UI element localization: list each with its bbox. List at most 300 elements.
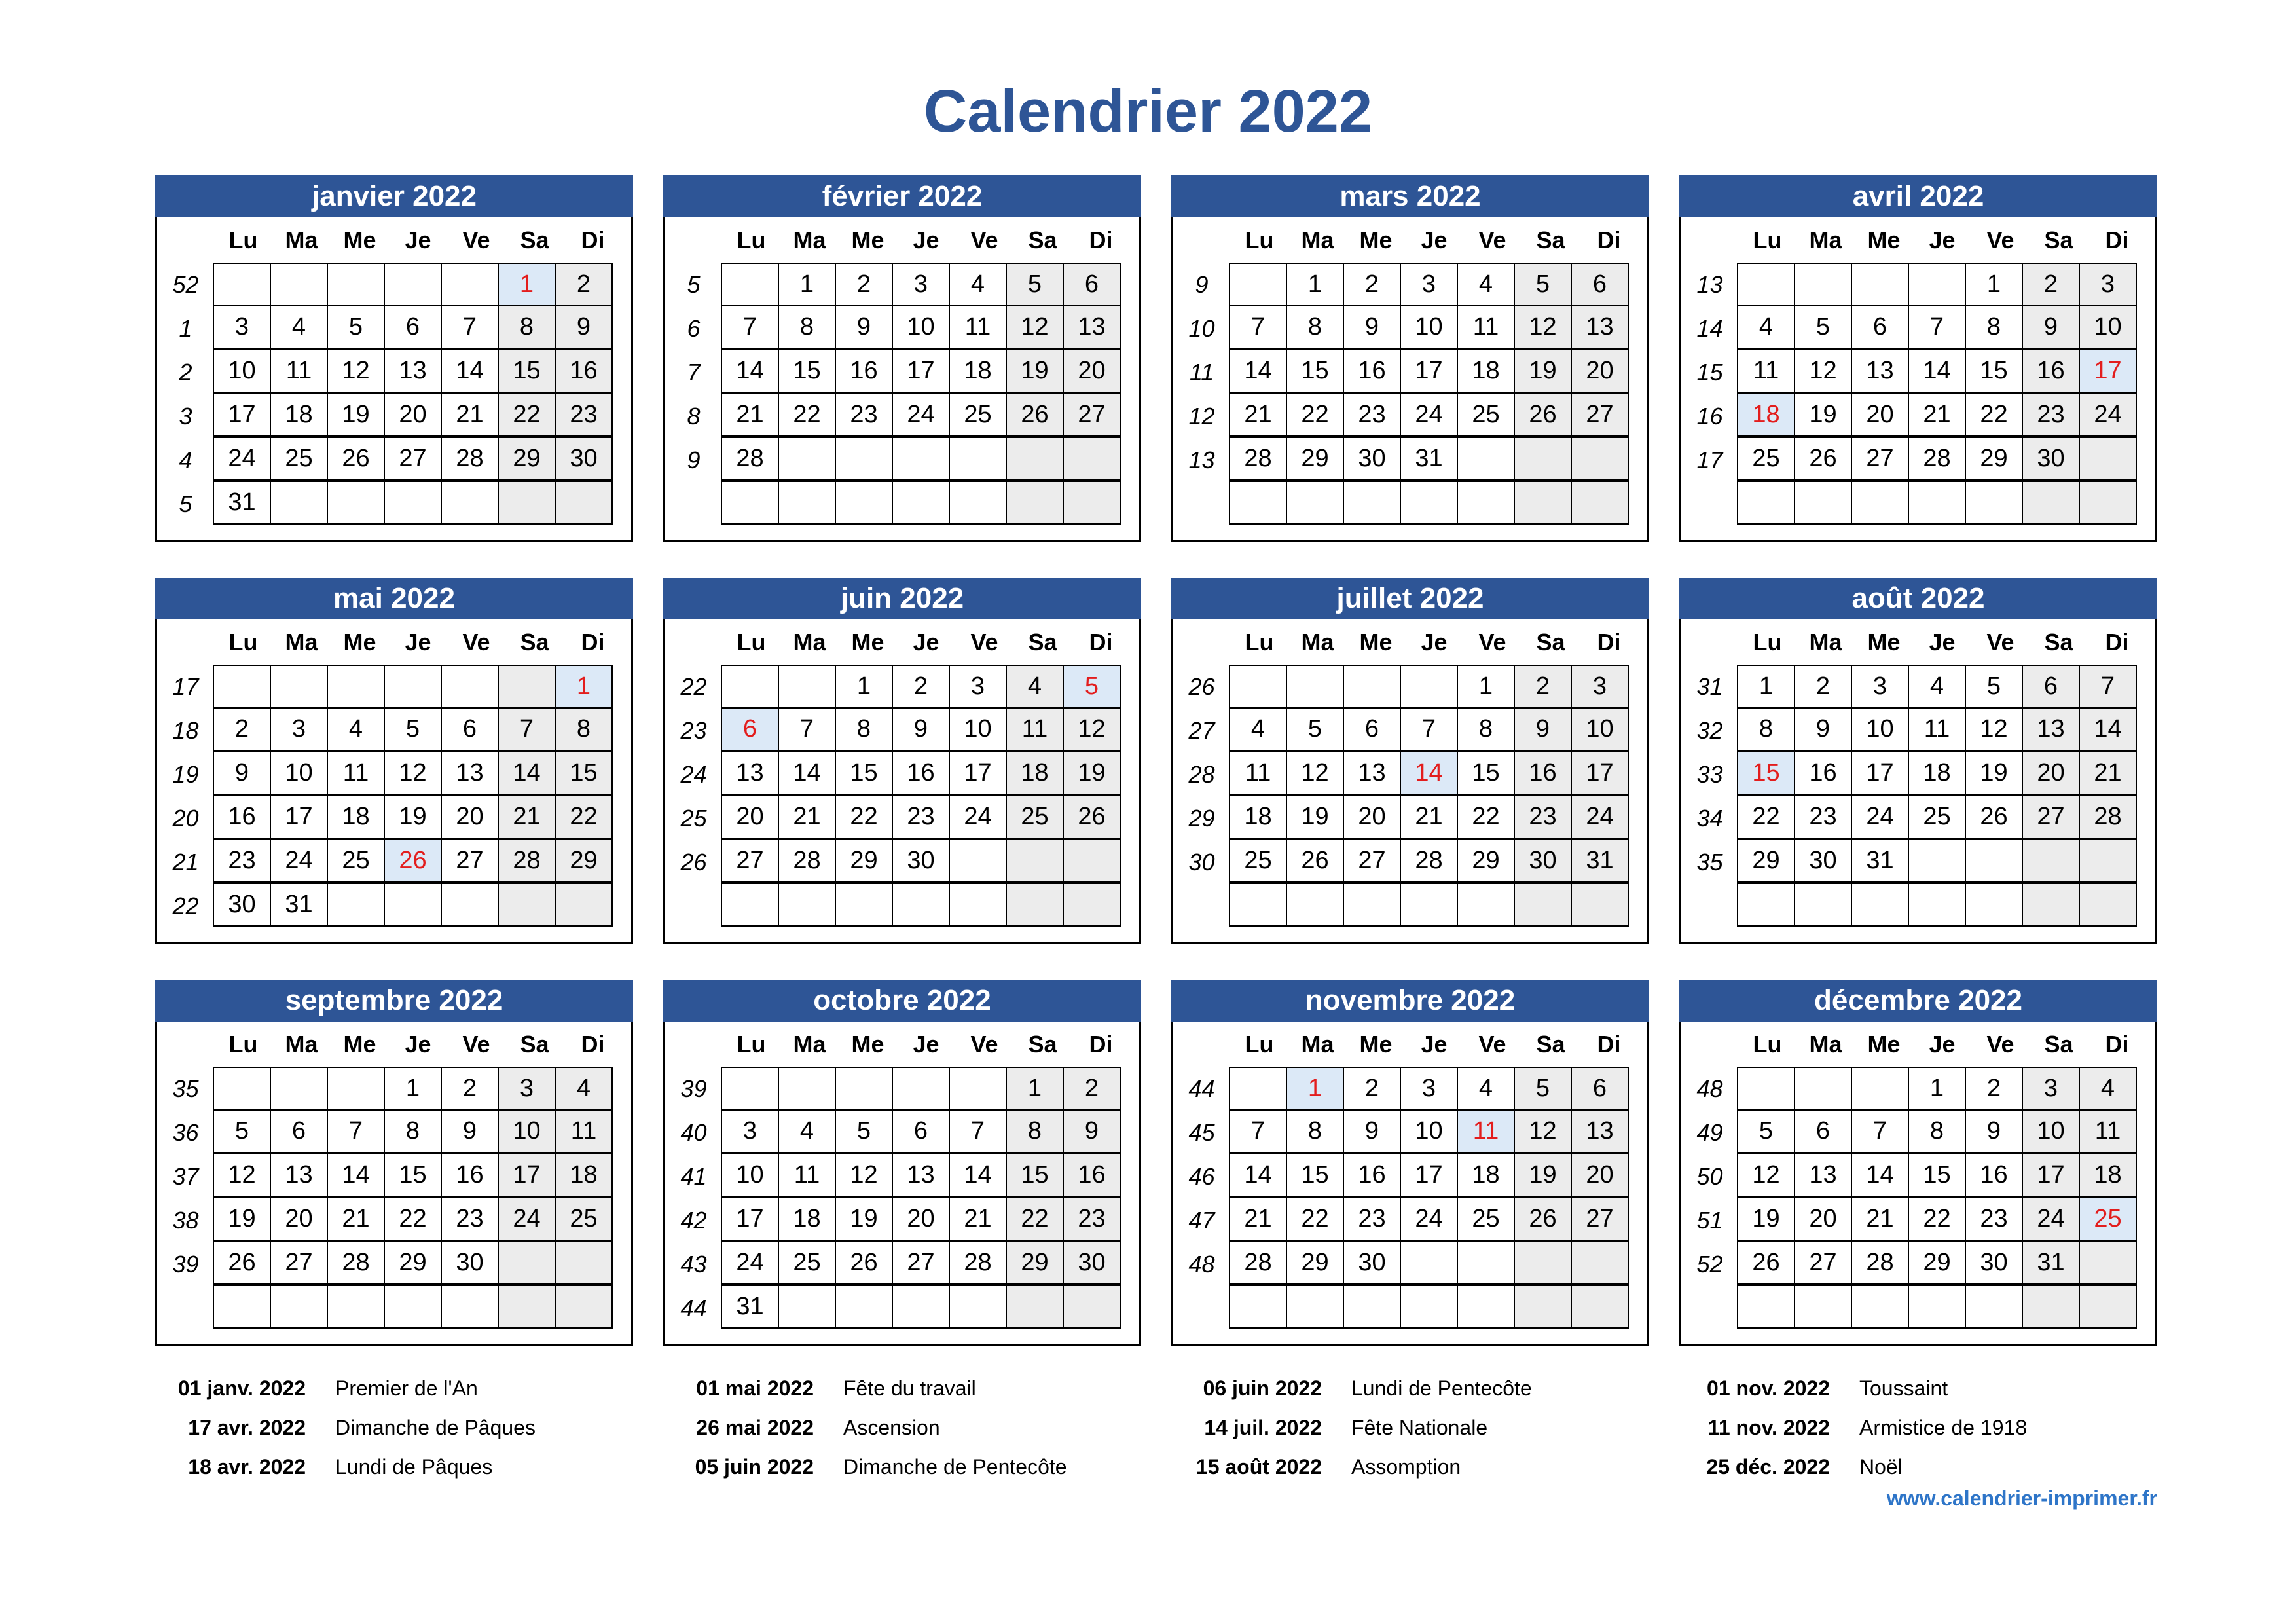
week-row xyxy=(1681,1111,2137,1154)
day-cell: 22 xyxy=(1006,1197,1064,1241)
calendar-grid xyxy=(155,175,2157,1346)
week-number: 5 xyxy=(179,490,192,517)
day-cell: 10 xyxy=(721,1153,779,1197)
day-cell: 30 xyxy=(1794,839,1852,883)
day-cell: 6 xyxy=(270,1109,328,1153)
day-cell: 21 xyxy=(1400,795,1458,839)
day-cell: 24 xyxy=(1851,795,1909,839)
week-row xyxy=(665,709,1121,752)
holiday-item xyxy=(1171,1408,1679,1447)
day-cell: 15 xyxy=(1457,751,1515,795)
day-cell: 30 xyxy=(2022,437,2080,481)
day-cell: 15 xyxy=(1006,1153,1064,1197)
day-cell: 24 xyxy=(213,437,271,481)
day-cell: 28 xyxy=(778,839,836,883)
day-cell: 9 xyxy=(892,707,950,751)
day-cell xyxy=(1737,1285,1795,1329)
day-cell: 20 xyxy=(1571,1153,1629,1197)
day-cell: 15 xyxy=(1908,1153,1966,1197)
day-cell xyxy=(2022,883,2080,927)
holiday-date: 01 nov. 2022 xyxy=(1707,1376,1830,1400)
day-cell: 24 xyxy=(2079,393,2137,437)
week-number: 20 xyxy=(172,805,199,832)
day-cell: 25 xyxy=(1229,839,1287,883)
day-cell: 28 xyxy=(1229,437,1287,481)
day-cell: 24 xyxy=(1400,1197,1458,1241)
weekday-label: Me xyxy=(851,227,884,253)
month-calendar xyxy=(1171,980,1649,1346)
day-cell xyxy=(1229,665,1287,709)
holiday-name: Fête du travail xyxy=(843,1376,976,1400)
holiday-item xyxy=(155,1447,663,1486)
month-calendar xyxy=(1679,578,2157,944)
day-cell: 9 xyxy=(1343,305,1401,349)
week-row xyxy=(157,394,613,438)
day-cell: 8 xyxy=(1737,707,1795,751)
day-cell: 5 xyxy=(1006,263,1064,306)
week-row xyxy=(1681,796,2137,840)
day-cell: 1 xyxy=(1457,665,1515,709)
day-cell: 20 xyxy=(384,393,442,437)
day-cell xyxy=(1794,1067,1852,1111)
day-cell xyxy=(270,665,328,709)
weekday-header-row xyxy=(1230,628,1638,657)
day-cell: 31 xyxy=(1400,437,1458,481)
day-cell: 15 xyxy=(1286,349,1344,393)
week-row xyxy=(1681,1242,2137,1286)
weekday-label: Sa xyxy=(2044,1031,2073,1058)
day-cell: 20 xyxy=(892,1197,950,1241)
weekday-label: Me xyxy=(851,1031,884,1058)
day-cell: 26 xyxy=(1737,1241,1795,1285)
holiday-item xyxy=(1679,1369,2187,1408)
holiday-name: Premier de l'An xyxy=(335,1376,478,1400)
day-cell xyxy=(1063,481,1121,525)
weekday-label: Di xyxy=(1597,1031,1621,1058)
day-cell: 7 xyxy=(327,1109,385,1153)
day-cell: 18 xyxy=(949,349,1007,393)
day-cell: 17 xyxy=(213,393,271,437)
week-row xyxy=(157,306,613,350)
day-cell: 3 xyxy=(1851,665,1909,709)
day-cell: 3 xyxy=(1400,1067,1458,1111)
weekday-label: Di xyxy=(2105,227,2129,253)
week-number: 17 xyxy=(172,673,199,700)
holiday-date: 06 juin 2022 xyxy=(1203,1376,1322,1400)
day-cell: 28 xyxy=(1400,839,1458,883)
day-cell: 24 xyxy=(1571,795,1629,839)
holiday-column xyxy=(1171,1369,1679,1486)
day-cell: 21 xyxy=(327,1197,385,1241)
weekday-label: Ve xyxy=(1986,1031,2014,1058)
day-cell: 2 xyxy=(1343,263,1401,306)
weekday-label: Me xyxy=(343,227,376,253)
week-number: 35 xyxy=(172,1075,199,1102)
holiday-item xyxy=(663,1369,1171,1408)
day-cell: 14 xyxy=(498,751,556,795)
day-cell: 9 xyxy=(835,305,893,349)
weekday-label: Me xyxy=(851,629,884,655)
weekday-label: Ma xyxy=(285,629,318,655)
holiday-item xyxy=(1679,1408,2187,1447)
day-cell: 16 xyxy=(1514,751,1572,795)
holiday-item xyxy=(155,1408,663,1447)
day-cell xyxy=(778,883,836,927)
day-cell: 8 xyxy=(555,707,613,751)
weekday-label: Ma xyxy=(1809,1031,1842,1058)
day-cell: 27 xyxy=(1343,839,1401,883)
week-row xyxy=(157,884,613,928)
month-calendar xyxy=(155,578,633,944)
day-cell: 5 xyxy=(1514,1067,1572,1111)
day-cell: 28 xyxy=(1851,1241,1909,1285)
weekday-label: Je xyxy=(1421,1031,1448,1058)
day-cell: 19 xyxy=(213,1197,271,1241)
day-cell: 26 xyxy=(213,1241,271,1285)
week-number: 40 xyxy=(680,1119,707,1146)
week-row xyxy=(1173,1154,1629,1198)
holiday-date: 01 janv. 2022 xyxy=(177,1376,306,1400)
week-number: 28 xyxy=(1188,761,1215,788)
weekday-header-row xyxy=(214,628,622,657)
week-number: 3 xyxy=(179,403,192,430)
week-row xyxy=(157,796,613,840)
weekday-label: Sa xyxy=(1028,1031,1057,1058)
day-cell: 8 xyxy=(778,305,836,349)
week-number xyxy=(157,1286,214,1330)
month-header: avril 2022 xyxy=(1679,175,2157,217)
day-cell: 4 xyxy=(1737,305,1795,349)
holiday-name: Lundi de Pentecôte xyxy=(1351,1376,1532,1400)
day-cell: 20 xyxy=(2022,751,2080,795)
week-row xyxy=(665,884,1121,928)
day-cell: 7 xyxy=(498,707,556,751)
week-row xyxy=(1681,752,2137,796)
weekday-label: Ma xyxy=(1809,629,1842,655)
day-cell: 12 xyxy=(1965,707,2023,751)
weekday-label: Di xyxy=(2105,1031,2129,1058)
day-cell xyxy=(1400,883,1458,927)
day-cell xyxy=(1514,883,1572,927)
weekday-label: Sa xyxy=(520,1031,549,1058)
day-cell: 4 xyxy=(555,1067,613,1111)
day-cell: 30 xyxy=(1514,839,1572,883)
day-cell xyxy=(892,1067,950,1111)
day-cell xyxy=(498,1241,556,1285)
day-cell: 8 xyxy=(835,707,893,751)
day-cell xyxy=(213,1285,271,1329)
day-cell xyxy=(441,1285,499,1329)
day-cell: 24 xyxy=(892,393,950,437)
day-cell: 11 xyxy=(949,305,1007,349)
day-cell xyxy=(949,437,1007,481)
day-cell: 28 xyxy=(441,437,499,481)
day-cell: 12 xyxy=(384,751,442,795)
week-number xyxy=(665,482,722,526)
day-cell xyxy=(1457,1241,1515,1285)
day-cell: 27 xyxy=(892,1241,950,1285)
day-cell xyxy=(1006,1285,1064,1329)
week-row xyxy=(665,482,1121,526)
weekday-label: Lu xyxy=(228,1031,258,1058)
day-cell xyxy=(1851,1067,1909,1111)
day-cell: 18 xyxy=(778,1197,836,1241)
day-cell: 25 xyxy=(1457,393,1515,437)
weekday-label: Di xyxy=(581,227,605,253)
day-cell xyxy=(2079,1241,2137,1285)
day-cell: 12 xyxy=(1063,707,1121,751)
day-cell xyxy=(555,1285,613,1329)
day-cell: 31 xyxy=(2022,1241,2080,1285)
weekday-label: Ve xyxy=(1986,227,2014,253)
week-number: 12 xyxy=(1188,403,1215,430)
week-row xyxy=(157,1111,613,1154)
weekday-label: Je xyxy=(405,629,431,655)
day-cell: 24 xyxy=(721,1241,779,1285)
day-cell: 3 xyxy=(1400,263,1458,306)
day-cell: 2 xyxy=(555,263,613,306)
week-number: 42 xyxy=(680,1207,707,1234)
day-cell: 23 xyxy=(1794,795,1852,839)
holiday-name: Dimanche de Pentecôte xyxy=(843,1455,1067,1479)
day-cell: 14 xyxy=(2079,707,2137,751)
day-cell: 5 xyxy=(835,1109,893,1153)
day-cell: 20 xyxy=(1794,1197,1852,1241)
day-cell: 25 xyxy=(1737,437,1795,481)
month-header: novembre 2022 xyxy=(1171,980,1649,1022)
day-cell xyxy=(1737,883,1795,927)
week-row xyxy=(665,840,1121,884)
week-number: 44 xyxy=(1188,1075,1215,1102)
week-number: 46 xyxy=(1188,1163,1215,1190)
day-cell: 20 xyxy=(721,795,779,839)
day-cell: 2 xyxy=(892,665,950,709)
day-cell: 14 xyxy=(1908,349,1966,393)
day-cell: 17 xyxy=(270,795,328,839)
week-row xyxy=(157,840,613,884)
day-cell: 8 xyxy=(1006,1109,1064,1153)
weekday-header-row xyxy=(1230,1030,1638,1059)
day-cell xyxy=(384,883,442,927)
week-number xyxy=(1173,884,1230,928)
day-cell: 16 xyxy=(1794,751,1852,795)
day-cell: 4 xyxy=(270,305,328,349)
day-cell: 26 xyxy=(384,839,442,883)
day-cell: 4 xyxy=(1229,707,1287,751)
week-number: 30 xyxy=(1188,849,1215,876)
day-cell: 21 xyxy=(778,795,836,839)
weekday-label: Ve xyxy=(970,227,998,253)
day-cell: 16 xyxy=(555,349,613,393)
day-cell: 18 xyxy=(327,795,385,839)
week-row xyxy=(665,438,1121,482)
weekday-header-row xyxy=(722,1030,1130,1059)
day-cell xyxy=(1851,263,1909,306)
day-cell xyxy=(2022,1285,2080,1329)
day-cell: 10 xyxy=(1400,305,1458,349)
day-cell xyxy=(213,1067,271,1111)
weekday-label: Me xyxy=(1359,227,1393,253)
day-cell: 28 xyxy=(1908,437,1966,481)
day-cell xyxy=(1286,1285,1344,1329)
day-cell: 1 xyxy=(1286,263,1344,306)
week-number: 9 xyxy=(687,447,701,473)
day-cell: 13 xyxy=(1571,305,1629,349)
week-row xyxy=(157,1286,613,1330)
day-cell: 29 xyxy=(1737,839,1795,883)
day-cell xyxy=(2022,839,2080,883)
day-cell: 29 xyxy=(1908,1241,1966,1285)
day-cell xyxy=(778,437,836,481)
day-cell: 11 xyxy=(1457,1109,1515,1153)
day-cell: 27 xyxy=(1571,1197,1629,1241)
weekday-label: Sa xyxy=(1536,227,1565,253)
weekday-label: Je xyxy=(913,629,939,655)
day-cell xyxy=(1965,883,2023,927)
day-cell: 19 xyxy=(1063,751,1121,795)
day-cell: 15 xyxy=(1965,349,2023,393)
week-number: 25 xyxy=(680,805,707,832)
day-cell: 27 xyxy=(270,1241,328,1285)
month-calendar xyxy=(155,175,633,542)
week-row xyxy=(665,1242,1121,1286)
week-number: 34 xyxy=(1696,805,1723,832)
week-row xyxy=(1173,752,1629,796)
week-row xyxy=(665,263,1121,306)
weekday-label: Sa xyxy=(1028,629,1057,655)
day-cell: 5 xyxy=(1737,1109,1795,1153)
day-cell: 30 xyxy=(892,839,950,883)
weekday-label: Ma xyxy=(793,227,826,253)
day-cell: 6 xyxy=(1343,707,1401,751)
day-cell: 11 xyxy=(327,751,385,795)
day-cell: 26 xyxy=(1514,393,1572,437)
day-cell xyxy=(270,1285,328,1329)
week-row xyxy=(665,1111,1121,1154)
day-cell: 6 xyxy=(1063,263,1121,306)
day-cell xyxy=(1965,481,2023,525)
day-cell: 11 xyxy=(1229,751,1287,795)
day-cell xyxy=(1229,481,1287,525)
weekday-label: Je xyxy=(1421,629,1448,655)
website-link[interactable]: www.calendrier-imprimer.fr xyxy=(1886,1486,2157,1510)
day-cell xyxy=(327,263,385,306)
day-cell: 12 xyxy=(1286,751,1344,795)
day-cell: 17 xyxy=(892,349,950,393)
day-cell xyxy=(1457,481,1515,525)
day-cell: 27 xyxy=(721,839,779,883)
day-cell: 23 xyxy=(892,795,950,839)
day-cell: 3 xyxy=(949,665,1007,709)
week-row xyxy=(665,752,1121,796)
day-cell xyxy=(835,481,893,525)
week-number: 17 xyxy=(1696,447,1723,473)
day-cell xyxy=(1400,1241,1458,1285)
week-row xyxy=(1173,884,1629,928)
month-header: mars 2022 xyxy=(1171,175,1649,217)
day-cell: 8 xyxy=(384,1109,442,1153)
day-cell xyxy=(721,883,779,927)
day-cell: 12 xyxy=(327,349,385,393)
week-row xyxy=(665,1286,1121,1330)
day-cell: 29 xyxy=(1457,839,1515,883)
day-cell xyxy=(1965,1285,2023,1329)
week-row xyxy=(665,665,1121,709)
day-cell: 8 xyxy=(1908,1109,1966,1153)
day-cell: 6 xyxy=(892,1109,950,1153)
day-cell: 31 xyxy=(721,1285,779,1329)
week-number xyxy=(1681,482,1738,526)
day-cell xyxy=(498,1285,556,1329)
weekday-label: Ve xyxy=(462,1031,490,1058)
week-row xyxy=(665,394,1121,438)
day-cell: 1 xyxy=(1006,1067,1064,1111)
day-cell: 30 xyxy=(213,883,271,927)
day-cell: 9 xyxy=(2022,305,2080,349)
week-row xyxy=(1173,1198,1629,1242)
week-number: 2 xyxy=(179,359,192,386)
week-number: 19 xyxy=(172,761,199,788)
day-cell: 28 xyxy=(721,437,779,481)
day-cell: 11 xyxy=(555,1109,613,1153)
day-cell: 14 xyxy=(327,1153,385,1197)
day-cell: 31 xyxy=(270,883,328,927)
day-cell: 1 xyxy=(1965,263,2023,306)
weekday-label: Ve xyxy=(1478,1031,1506,1058)
day-cell xyxy=(1571,883,1629,927)
day-cell: 11 xyxy=(2079,1109,2137,1153)
day-cell xyxy=(1794,481,1852,525)
weekday-label: Ve xyxy=(462,227,490,253)
holiday-column xyxy=(155,1369,663,1486)
day-cell: 23 xyxy=(213,839,271,883)
day-cell: 5 xyxy=(213,1109,271,1153)
week-row xyxy=(1681,263,2137,306)
day-cell: 20 xyxy=(1571,349,1629,393)
week-row xyxy=(1173,1242,1629,1286)
day-cell: 23 xyxy=(555,393,613,437)
day-cell: 11 xyxy=(1006,707,1064,751)
day-cell: 21 xyxy=(1908,393,1966,437)
week-number xyxy=(1681,884,1738,928)
day-cell: 29 xyxy=(1965,437,2023,481)
day-cell: 22 xyxy=(498,393,556,437)
day-cell xyxy=(327,665,385,709)
day-cell: 22 xyxy=(1965,393,2023,437)
weekday-label: Ma xyxy=(285,1031,318,1058)
day-cell: 8 xyxy=(1965,305,2023,349)
day-cell: 20 xyxy=(441,795,499,839)
week-number: 47 xyxy=(1188,1207,1215,1234)
weekday-label: Me xyxy=(343,1031,376,1058)
day-cell: 29 xyxy=(1286,1241,1344,1285)
weekday-label: Sa xyxy=(1536,629,1565,655)
weekday-label: Ma xyxy=(1301,629,1334,655)
day-cell xyxy=(441,263,499,306)
day-cell: 1 xyxy=(384,1067,442,1111)
day-cell xyxy=(270,481,328,525)
day-cell: 26 xyxy=(1514,1197,1572,1241)
week-row xyxy=(157,665,613,709)
week-number: 36 xyxy=(172,1119,199,1146)
weekday-label: Sa xyxy=(520,227,549,253)
day-cell: 21 xyxy=(721,393,779,437)
weekday-label: Me xyxy=(1867,629,1901,655)
day-cell xyxy=(721,263,779,306)
weekday-label: Sa xyxy=(2044,629,2073,655)
day-cell: 9 xyxy=(1514,707,1572,751)
week-row xyxy=(1681,1198,2137,1242)
